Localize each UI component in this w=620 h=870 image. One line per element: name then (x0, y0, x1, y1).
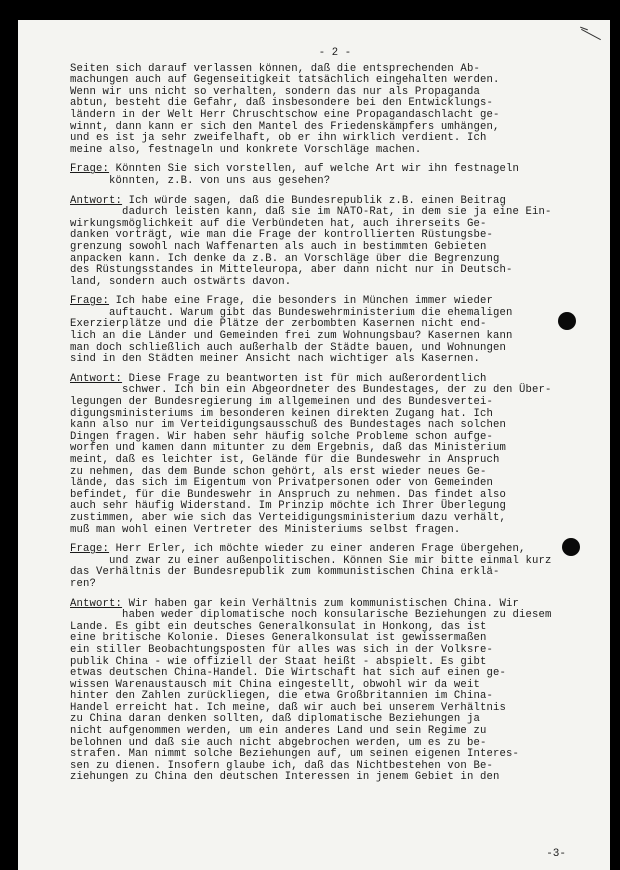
line-text: strafen. Man nimmt solche Beziehungen auf, um seinen eigenen Interes- (70, 748, 520, 761)
document-page (18, 20, 610, 870)
line-text: ein stiller Beobachtungsposten für alles was sich in der Volksre- (70, 643, 493, 656)
line-text: digungsministeriums im besonderen keinen direkten Zugang hat. Ich (70, 407, 493, 420)
speaker-label: Antwort: (70, 372, 123, 385)
paragraph (70, 164, 580, 187)
text-line (70, 772, 580, 784)
corner-mark (581, 29, 601, 40)
paragraph (70, 296, 580, 366)
line-text: ren? (70, 577, 97, 590)
line-text: sen zu dienen. Insofern glaube ich, daß das Nichtbestehen von Be- (70, 759, 493, 772)
text-line (70, 354, 580, 366)
line-text: nicht aufgenommen werden, um ein anderes Land und sein Regime zu (70, 725, 487, 738)
line-text: anpacken kann. Ich denke da z.B. an Vorschläge über die Begrenzung (70, 252, 500, 265)
line-text: etwas deutschen China-Handel. Die Wirtschaft hat sich auf einen ge- (70, 667, 506, 680)
paragraph (70, 374, 580, 536)
line-text: dadurch leisten kann, daß sie im NATO-Rat, in dem sie ja eine Ein- (70, 206, 552, 219)
paragraph (70, 599, 580, 785)
line-text: Wir haben gar kein Verhältnis zum kommunistischen China. Wir (128, 597, 520, 610)
line-text: wissen Warenaustausch mit China eingestellt, obwohl wir da weit (70, 678, 480, 691)
next-page-indicator: -3- (546, 848, 566, 860)
line-text: kann also nur im Verteidigungsausschuß des Bundestages nach solchen (70, 419, 506, 432)
line-text: auftaucht. Warum gibt das Bundeswehrministerium die ehemaligen (70, 306, 513, 319)
line-text: Exerzierplätze und die Plätze der zerbombten Kasernen nicht end- (70, 318, 487, 331)
line-text: hinter den Zahlen zurückliegen, die etwa Großbritannien im China- (70, 690, 493, 703)
speaker-label: Frage: (70, 295, 110, 308)
line-text: zu China daran denken sollten, daß diplomatische Beziehungen ja (70, 713, 480, 726)
line-text: zustimmen, aber wie sich das Verteidigungsministerium dazu verhält, (70, 511, 506, 524)
line-text: lich an die Länder und Gemeinden frei zum Wohnungsbau? Kasernen kann (70, 330, 513, 343)
line-text: abtun, besteht die Gefahr, daß insbesondere bei den Entwicklungs- (70, 97, 493, 110)
speaker-label: Antwort: (70, 597, 123, 610)
line-text: Wenn wir uns nicht so verhalten, sondern das nur als Propaganda (70, 85, 480, 98)
line-text: publik China - wie offiziell der Staat heißt - abspielt. Es gibt (70, 655, 487, 668)
line-text: Ich habe eine Frage, die besonders in München immer wieder (115, 295, 493, 308)
line-text: legungen der Bundesregierung im allgemeinen und des Bundesvertei- (70, 396, 493, 409)
line-text: wirkungsmöglichkeit auf die Verbündeten hat, auch ihrerseits Ge- (70, 217, 487, 230)
line-text: ziehungen zu China den deutschen Interessen in jenem Gebiet in den (70, 771, 500, 784)
line-text: Diese Frage zu beantworten ist für mich außerordentlich (128, 372, 487, 385)
line-text: grenzung sowohl nach Waffenarten als auch in bestimmten Gebieten (70, 240, 487, 253)
line-text: meint, daß es leichter ist, Gelände für die Bundeswehr in Anspruch (70, 454, 500, 466)
line-text: Könnten Sie sich vorstellen, auf welche Art wir ihn festnageln (115, 163, 520, 176)
line-text: könnten, z.B. von uns aus gesehen? (70, 174, 331, 187)
line-text: Dingen fragen. Wir haben sehr häufig solche Probleme schon aufge- (70, 430, 493, 443)
text-line (70, 579, 580, 591)
line-text: meine also, festnageln und konkrete Vorschläge machen. (70, 143, 422, 156)
line-text: Ich würde sagen, daß die Bundesrepublik z.B. einen Beitrag (128, 194, 507, 207)
line-text: Seiten sich darauf verlassen können, daß die entsprechenden Ab- (70, 62, 480, 75)
speaker-label: Frage: (70, 543, 110, 556)
text-line (70, 145, 580, 157)
line-text: zu nehmen, das dem Bunde schon gehört, als erst wieder neues Ge- (70, 465, 487, 478)
typed-text-body (70, 48, 580, 792)
line-text: eine britische Kolonie. Dieses Generalkonsulat ist gewissermaßen (70, 632, 487, 645)
line-text: danken vorträgt, wie man die Frage der kontrollierten Rüstungsbe- (70, 229, 493, 242)
line-text: land, sondern auch ostwärts davon. (70, 275, 292, 288)
line-text: winnt, dann kann er sich den Mantel des Friedenskämpfers umhängen, (70, 120, 500, 133)
text-line (70, 567, 580, 579)
line-text: auch sehr häufig Widerstand. Im Prinzip möchte ich Ihrer Überlegung (70, 500, 506, 513)
line-text: und zwar zu einer außenpolitischen. Können Sie mir bitte einmal kurz (70, 554, 552, 567)
line-text: Herr Erler, ich möchte wieder zu einer anderen Frage übergehen, (115, 543, 526, 556)
line-text: des Rüstungsstandes in Mitteleuropa, aber dann nicht nur in Deutsch- (70, 264, 513, 277)
paragraph-list (70, 64, 580, 784)
paragraph (70, 544, 580, 590)
line-text: lände, das sich im Eigentum von Privatpersonen oder von Gemeinden (70, 477, 493, 490)
text-line (70, 277, 580, 289)
line-text: machungen auch auf Gegenseitigkeit tatsächlich eingehalten werden. (70, 74, 500, 87)
line-text: Handel erreicht hat. Ich meine, daß wir auch bei unserem Verhältnis (70, 701, 506, 714)
text-line (70, 525, 580, 537)
line-text: haben weder diplomatische noch konsularische Beziehungen zu diesem (70, 609, 552, 622)
line-text: Lande. Es gibt ein deutsches Generalkonsulat in Honkong, das ist (70, 620, 487, 633)
line-text: schwer. Ich bin ein Abgeordneter des Bundestages, der zu den Über- (70, 384, 552, 397)
speaker-label: Antwort: (70, 194, 123, 207)
page-number: - 2 - (318, 47, 352, 59)
paragraph (70, 64, 580, 157)
line-text: das Verhältnis der Bundesrepublik zum kommunistischen China erklä- (70, 566, 500, 579)
line-text: ländern in der Welt Herr Chruschtschow eine Propagandaschlacht ge- (70, 108, 500, 121)
paragraph (70, 196, 580, 289)
text-line (70, 176, 580, 188)
line-text: muß man wohl einen Vertreter des Ministeriums selbst fragen. (70, 523, 461, 536)
line-text: worfen und kamen dann mitunter zu dem Ergebnis, daß das Ministerium (70, 442, 506, 455)
line-text: befindet, für die Bundeswehr in Anspruch zu nehmen. Das findet also (70, 488, 506, 501)
line-text: sind in den Städten meiner Ansicht nach wichtiger als Kasernen. (70, 353, 480, 366)
line-text: belohnen und daß sie auch nicht abgebrochen werden, um es zu be- (70, 736, 487, 749)
speaker-label: Frage: (70, 163, 110, 176)
line-text: und es ist ja sehr zweifelhaft, ob er ihn wirklich verdient. Ich (70, 132, 487, 145)
line-text: man doch schließlich auch außerhalb der Städte bauen, und Wohnungen (70, 341, 506, 354)
